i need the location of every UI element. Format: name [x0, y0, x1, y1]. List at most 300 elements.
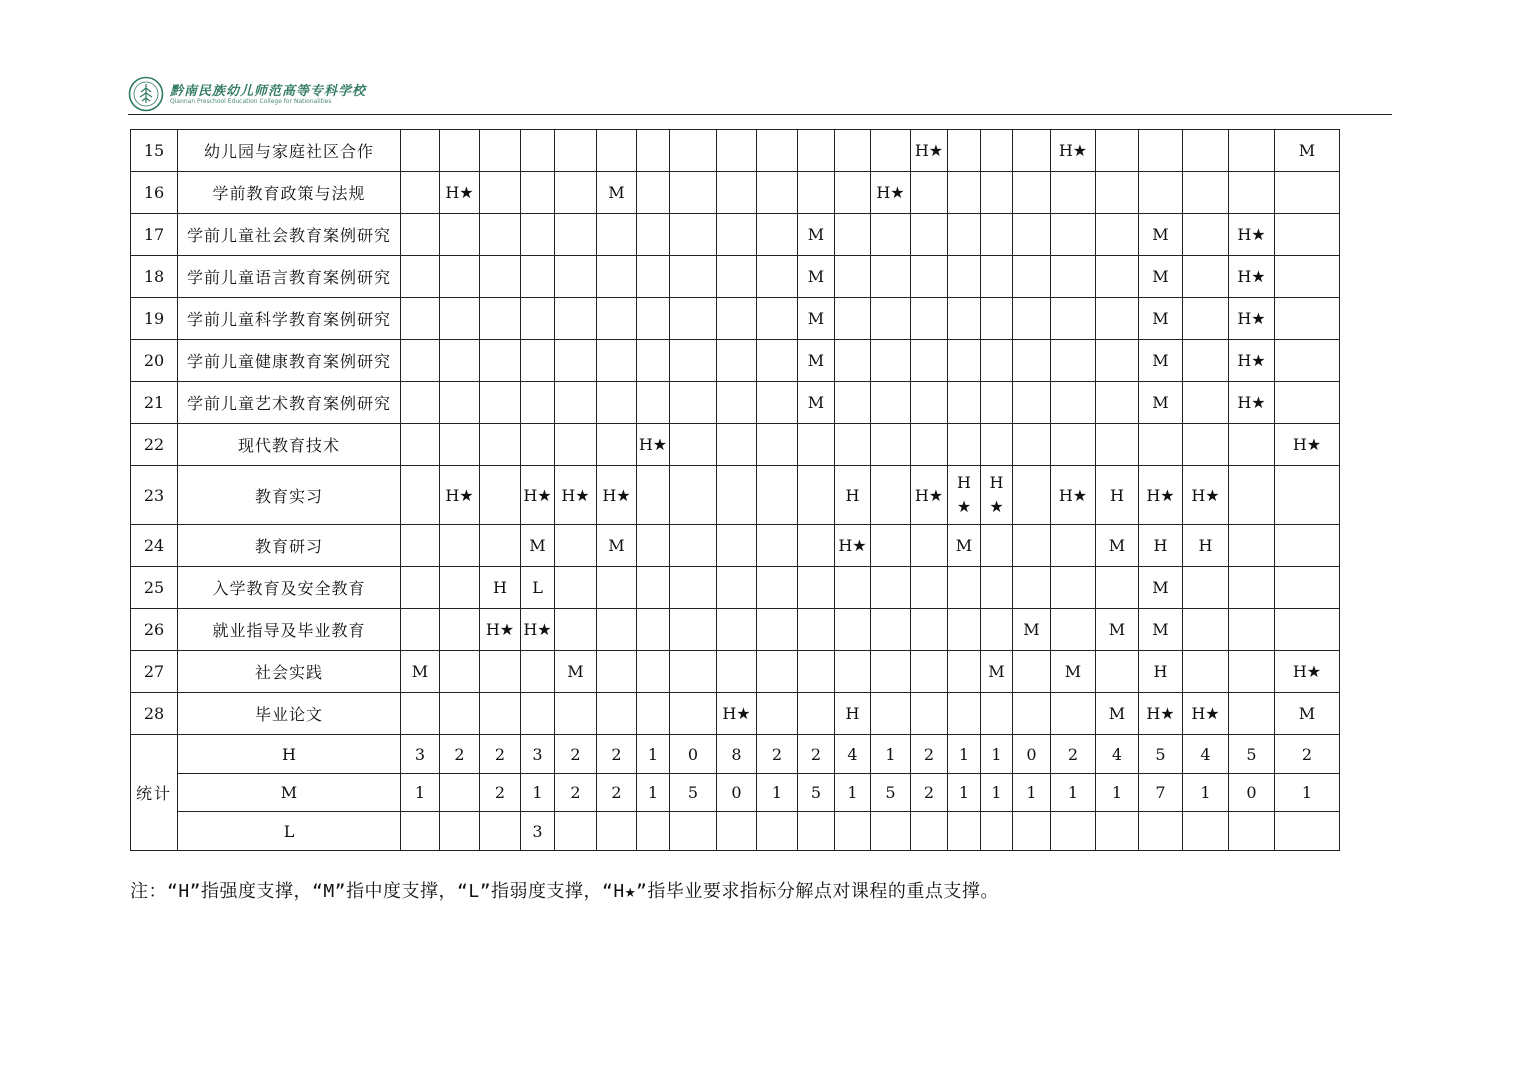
support-mark-cell	[597, 256, 637, 298]
support-mark-cell	[798, 424, 835, 466]
support-mark-cell: M	[1096, 525, 1139, 567]
support-mark-cell	[1051, 525, 1096, 567]
support-mark-cell	[1013, 172, 1051, 214]
support-mark-cell: M	[1139, 340, 1183, 382]
support-mark-cell: H★	[1183, 693, 1229, 735]
stat-count-cell: 5	[798, 774, 835, 812]
course-name: 学前教育政策与法规	[178, 172, 401, 214]
support-mark-cell	[717, 340, 757, 382]
support-mark-cell	[871, 466, 911, 525]
stat-count-cell: 2	[597, 774, 637, 812]
support-mark-cell	[1139, 172, 1183, 214]
support-mark-cell: M	[555, 651, 597, 693]
stat-count-cell: 3	[521, 812, 555, 851]
table-row	[131, 340, 1340, 382]
support-mark-cell	[555, 298, 597, 340]
support-mark-cell	[948, 651, 981, 693]
support-mark-cell	[1051, 567, 1096, 609]
support-mark-cell	[1013, 424, 1051, 466]
support-mark-cell	[798, 651, 835, 693]
support-mark-cell	[401, 172, 440, 214]
stat-count-cell	[835, 812, 871, 851]
support-mark-cell: M	[948, 525, 981, 567]
support-mark-cell	[480, 340, 521, 382]
support-mark-cell	[835, 130, 871, 172]
support-mark-cell	[401, 256, 440, 298]
support-mark-cell: H★	[637, 424, 670, 466]
support-mark-cell: M	[798, 340, 835, 382]
support-mark-cell	[637, 651, 670, 693]
row-number: 15	[131, 130, 178, 172]
support-mark-cell: M	[981, 651, 1013, 693]
support-mark-cell	[757, 693, 798, 735]
support-mark-cell: H★	[1139, 693, 1183, 735]
support-mark-cell	[440, 424, 480, 466]
support-mark-cell	[555, 424, 597, 466]
legend-note: 注：“H”指强度支撑，“M”指中度支撑，“L”指弱度支撑，“H★”指毕业要求指标分解点对课程的重点支撑。	[130, 881, 999, 902]
stat-count-cell	[948, 812, 981, 851]
support-mark-cell	[798, 172, 835, 214]
stat-level-label: M	[178, 774, 401, 812]
course-name: 教育研习	[178, 525, 401, 567]
support-mark-cell	[911, 382, 948, 424]
stat-count-cell	[440, 812, 480, 851]
support-mark-cell	[757, 382, 798, 424]
support-mark-cell: M	[1139, 256, 1183, 298]
support-mark-cell	[1183, 172, 1229, 214]
support-mark-cell	[597, 567, 637, 609]
support-mark-cell	[948, 214, 981, 256]
support-mark-cell	[717, 214, 757, 256]
stat-count-cell: 1	[835, 774, 871, 812]
stat-count-cell: 4	[1096, 735, 1139, 774]
stat-count-cell	[555, 812, 597, 851]
support-mark-cell	[670, 382, 717, 424]
support-mark-cell	[440, 298, 480, 340]
stat-count-cell	[597, 812, 637, 851]
course-name: 幼儿园与家庭社区合作	[178, 130, 401, 172]
support-mark-cell	[1013, 382, 1051, 424]
support-mark-cell	[480, 130, 521, 172]
support-mark-cell	[1096, 256, 1139, 298]
stat-count-cell: 8	[717, 735, 757, 774]
support-mark-cell	[670, 567, 717, 609]
support-mark-cell	[798, 525, 835, 567]
support-mark-cell	[911, 651, 948, 693]
stat-count-cell: 2	[480, 735, 521, 774]
support-mark-cell	[521, 130, 555, 172]
support-mark-cell	[401, 382, 440, 424]
support-mark-cell	[717, 424, 757, 466]
support-mark-cell	[1183, 214, 1229, 256]
support-mark-cell	[1183, 424, 1229, 466]
support-mark-cell	[757, 214, 798, 256]
support-mark-cell	[757, 466, 798, 525]
table-row	[131, 214, 1340, 256]
support-mark-cell	[440, 382, 480, 424]
stat-level-label: H	[178, 735, 401, 774]
support-mark-cell	[597, 609, 637, 651]
stat-count-cell	[670, 812, 717, 851]
support-mark-cell	[440, 130, 480, 172]
support-mark-cell	[948, 130, 981, 172]
stat-count-cell	[401, 812, 440, 851]
support-mark-cell	[948, 693, 981, 735]
support-mark-cell	[521, 693, 555, 735]
support-mark-cell	[948, 340, 981, 382]
support-mark-cell	[757, 172, 798, 214]
support-mark-cell	[440, 214, 480, 256]
support-mark-cell: H	[835, 466, 871, 525]
support-mark-cell: H★	[1229, 214, 1275, 256]
stat-count-cell: 1	[1275, 774, 1340, 812]
support-mark-cell	[717, 567, 757, 609]
stat-count-cell	[981, 812, 1013, 851]
support-mark-cell	[555, 256, 597, 298]
support-mark-cell: H★	[555, 466, 597, 525]
support-mark-cell: M	[521, 525, 555, 567]
course-name: 学前儿童健康教育案例研究	[178, 340, 401, 382]
support-mark-cell: M	[597, 172, 637, 214]
stat-row	[131, 812, 1340, 851]
support-mark-cell: H★	[521, 466, 555, 525]
support-mark-cell	[1229, 609, 1275, 651]
support-mark-cell	[948, 382, 981, 424]
support-mark-cell: M	[1139, 382, 1183, 424]
support-mark-cell	[981, 424, 1013, 466]
support-mark-cell	[670, 466, 717, 525]
support-mark-cell	[717, 525, 757, 567]
support-mark-cell	[1096, 651, 1139, 693]
support-mark-cell: L	[521, 567, 555, 609]
support-mark-cell	[948, 172, 981, 214]
stat-count-cell	[1096, 812, 1139, 851]
stat-count-cell: 2	[555, 735, 597, 774]
support-mark-cell	[401, 340, 440, 382]
support-mark-cell: M	[798, 256, 835, 298]
support-mark-cell	[401, 609, 440, 651]
course-name: 现代教育技术	[178, 424, 401, 466]
support-mark-cell	[717, 382, 757, 424]
support-mark-cell	[1051, 382, 1096, 424]
stat-count-cell: 5	[1229, 735, 1275, 774]
support-mark-cell	[637, 172, 670, 214]
support-mark-cell	[871, 340, 911, 382]
support-mark-cell	[555, 340, 597, 382]
support-mark-cell	[1051, 424, 1096, 466]
support-mark-cell	[597, 651, 637, 693]
support-mark-cell	[1275, 256, 1340, 298]
support-mark-cell	[1275, 466, 1340, 525]
support-mark-cell	[798, 567, 835, 609]
support-mark-cell	[1013, 340, 1051, 382]
support-mark-cell	[717, 298, 757, 340]
support-mark-cell	[835, 214, 871, 256]
support-mark-cell	[1229, 651, 1275, 693]
support-mark-cell: M	[1139, 567, 1183, 609]
support-mark-cell	[637, 214, 670, 256]
support-mark-cell	[911, 424, 948, 466]
support-mark-cell	[1183, 609, 1229, 651]
support-mark-cell	[798, 693, 835, 735]
support-mark-cell	[757, 130, 798, 172]
support-mark-cell	[521, 256, 555, 298]
support-mark-cell	[798, 609, 835, 651]
support-mark-cell	[835, 172, 871, 214]
course-name: 教育实习	[178, 466, 401, 525]
support-mark-cell	[871, 382, 911, 424]
stat-count-cell: 1	[871, 735, 911, 774]
support-mark-cell	[1013, 651, 1051, 693]
support-mark-cell	[981, 298, 1013, 340]
stat-count-cell: 7	[1139, 774, 1183, 812]
support-mark-cell	[1275, 382, 1340, 424]
support-mark-cell	[911, 298, 948, 340]
stat-count-cell: 0	[1013, 735, 1051, 774]
row-number: 24	[131, 525, 178, 567]
stat-count-cell: 2	[911, 774, 948, 812]
stat-count-cell: 0	[670, 735, 717, 774]
support-mark-cell	[637, 567, 670, 609]
stat-count-cell: 1	[757, 774, 798, 812]
support-mark-cell	[555, 382, 597, 424]
support-mark-cell: M	[798, 214, 835, 256]
support-mark-cell: M	[1139, 298, 1183, 340]
support-mark-cell: M	[401, 651, 440, 693]
stat-count-cell: 0	[717, 774, 757, 812]
support-mark-cell	[401, 693, 440, 735]
support-mark-cell: M	[1096, 609, 1139, 651]
support-mark-cell: H★	[1275, 424, 1340, 466]
support-mark-cell: M	[1096, 693, 1139, 735]
row-number: 27	[131, 651, 178, 693]
header-divider	[128, 114, 1392, 115]
support-mark-cell	[521, 424, 555, 466]
support-mark-cell	[1229, 693, 1275, 735]
support-mark-cell	[871, 130, 911, 172]
support-mark-cell	[480, 466, 521, 525]
support-mark-cell	[521, 382, 555, 424]
stat-count-cell	[1183, 812, 1229, 851]
support-mark-cell	[757, 256, 798, 298]
support-mark-cell	[717, 256, 757, 298]
support-mark-cell	[521, 651, 555, 693]
stat-count-cell	[1229, 812, 1275, 851]
course-name: 学前儿童艺术教育案例研究	[178, 382, 401, 424]
support-mark-cell	[637, 340, 670, 382]
support-mark-cell	[981, 340, 1013, 382]
support-mark-cell	[597, 424, 637, 466]
support-mark-cell	[480, 214, 521, 256]
support-mark-cell	[670, 340, 717, 382]
course-name: 就业指导及毕业教育	[178, 609, 401, 651]
support-mark-cell	[637, 130, 670, 172]
row-number: 25	[131, 567, 178, 609]
stat-count-cell	[1139, 812, 1183, 851]
support-mark-cell	[757, 609, 798, 651]
support-mark-cell	[1229, 130, 1275, 172]
support-mark-cell: M	[1139, 214, 1183, 256]
row-number: 28	[131, 693, 178, 735]
support-mark-cell	[440, 567, 480, 609]
row-number: 19	[131, 298, 178, 340]
support-mark-cell	[948, 567, 981, 609]
support-mark-cell: H★	[1229, 340, 1275, 382]
support-mark-cell	[798, 466, 835, 525]
support-mark-cell	[911, 693, 948, 735]
support-mark-cell	[1275, 609, 1340, 651]
support-mark-cell: H ★	[981, 466, 1013, 525]
support-mark-cell	[871, 567, 911, 609]
support-mark-cell	[1139, 130, 1183, 172]
support-mark-cell	[911, 340, 948, 382]
stat-count-cell: 4	[835, 735, 871, 774]
stat-count-cell: 2	[555, 774, 597, 812]
course-name: 学前儿童语言教育案例研究	[178, 256, 401, 298]
support-mark-cell	[480, 298, 521, 340]
support-mark-cell: H★	[835, 525, 871, 567]
stat-count-cell	[637, 812, 670, 851]
support-mark-cell: M	[1051, 651, 1096, 693]
course-support-matrix	[130, 129, 1340, 851]
course-name: 学前儿童社会教育案例研究	[178, 214, 401, 256]
support-mark-cell	[670, 256, 717, 298]
course-name: 学前儿童科学教育案例研究	[178, 298, 401, 340]
support-mark-cell	[981, 172, 1013, 214]
support-mark-cell: H★	[480, 609, 521, 651]
support-mark-cell	[1013, 130, 1051, 172]
support-mark-cell: H	[1096, 466, 1139, 525]
table-row	[131, 525, 1340, 567]
support-mark-cell	[1096, 382, 1139, 424]
row-number: 18	[131, 256, 178, 298]
support-mark-cell	[717, 609, 757, 651]
support-mark-cell	[871, 693, 911, 735]
support-mark-cell	[981, 382, 1013, 424]
support-mark-cell	[637, 298, 670, 340]
table-row	[131, 651, 1340, 693]
support-mark-cell	[440, 340, 480, 382]
stat-count-cell: 1	[637, 774, 670, 812]
support-mark-cell	[1096, 298, 1139, 340]
stat-count-cell: 1	[637, 735, 670, 774]
support-mark-cell	[1275, 214, 1340, 256]
support-mark-cell: H★	[871, 172, 911, 214]
stat-count-cell: 2	[798, 735, 835, 774]
support-mark-cell	[521, 298, 555, 340]
support-mark-cell	[480, 693, 521, 735]
course-name: 毕业论文	[178, 693, 401, 735]
support-mark-cell	[555, 172, 597, 214]
stat-count-cell: 3	[401, 735, 440, 774]
support-mark-cell	[1275, 525, 1340, 567]
support-mark-cell	[981, 256, 1013, 298]
support-mark-cell: H★	[911, 130, 948, 172]
row-number: 22	[131, 424, 178, 466]
support-mark-cell: H★	[440, 172, 480, 214]
support-mark-cell	[1013, 214, 1051, 256]
stat-row	[131, 735, 1340, 774]
support-mark-cell	[440, 609, 480, 651]
support-mark-cell	[1275, 172, 1340, 214]
support-mark-cell	[871, 651, 911, 693]
support-mark-cell: M	[597, 525, 637, 567]
stat-count-cell: 2	[911, 735, 948, 774]
support-mark-cell	[597, 693, 637, 735]
support-mark-cell	[1096, 567, 1139, 609]
support-mark-cell	[1013, 525, 1051, 567]
support-mark-cell	[911, 609, 948, 651]
table-row	[131, 693, 1340, 735]
support-mark-cell	[911, 525, 948, 567]
support-mark-cell	[480, 651, 521, 693]
support-mark-cell	[670, 525, 717, 567]
support-mark-cell	[401, 424, 440, 466]
support-mark-cell	[401, 466, 440, 525]
support-mark-cell	[637, 693, 670, 735]
support-mark-cell	[981, 525, 1013, 567]
stat-count-cell	[440, 774, 480, 812]
support-mark-cell	[401, 130, 440, 172]
support-mark-cell	[757, 567, 798, 609]
support-mark-cell	[670, 298, 717, 340]
stat-count-cell: 1	[948, 735, 981, 774]
support-mark-cell	[911, 214, 948, 256]
stat-count-cell: 4	[1183, 735, 1229, 774]
stat-level-label: L	[178, 812, 401, 851]
support-mark-cell: H★	[521, 609, 555, 651]
support-mark-cell: M	[798, 298, 835, 340]
support-mark-cell	[670, 609, 717, 651]
stat-count-cell: 3	[521, 735, 555, 774]
support-mark-cell	[597, 298, 637, 340]
support-mark-cell	[440, 256, 480, 298]
support-mark-cell	[871, 424, 911, 466]
support-mark-cell: H	[1139, 651, 1183, 693]
support-mark-cell	[440, 525, 480, 567]
stat-count-cell	[911, 812, 948, 851]
support-mark-cell	[835, 609, 871, 651]
support-mark-cell	[480, 256, 521, 298]
stat-count-cell: 1	[1183, 774, 1229, 812]
stat-count-cell	[757, 812, 798, 851]
stat-count-cell: 2	[440, 735, 480, 774]
support-mark-cell	[1013, 567, 1051, 609]
support-mark-cell	[981, 214, 1013, 256]
stat-count-cell: 1	[948, 774, 981, 812]
table-row	[131, 609, 1340, 651]
support-mark-cell	[798, 130, 835, 172]
support-mark-cell	[637, 382, 670, 424]
support-mark-cell	[1051, 298, 1096, 340]
support-mark-cell	[911, 256, 948, 298]
support-mark-cell	[871, 609, 911, 651]
support-mark-cell	[637, 256, 670, 298]
support-mark-cell	[948, 424, 981, 466]
support-mark-cell	[637, 525, 670, 567]
support-mark-cell	[1051, 693, 1096, 735]
support-mark-cell	[555, 130, 597, 172]
support-mark-cell	[757, 340, 798, 382]
support-mark-cell	[1051, 214, 1096, 256]
row-number: 26	[131, 609, 178, 651]
stat-count-cell: 5	[871, 774, 911, 812]
support-mark-cell	[757, 525, 798, 567]
table-row	[131, 172, 1340, 214]
support-mark-cell: M	[798, 382, 835, 424]
support-mark-cell: H★	[1229, 298, 1275, 340]
course-name: 社会实践	[178, 651, 401, 693]
